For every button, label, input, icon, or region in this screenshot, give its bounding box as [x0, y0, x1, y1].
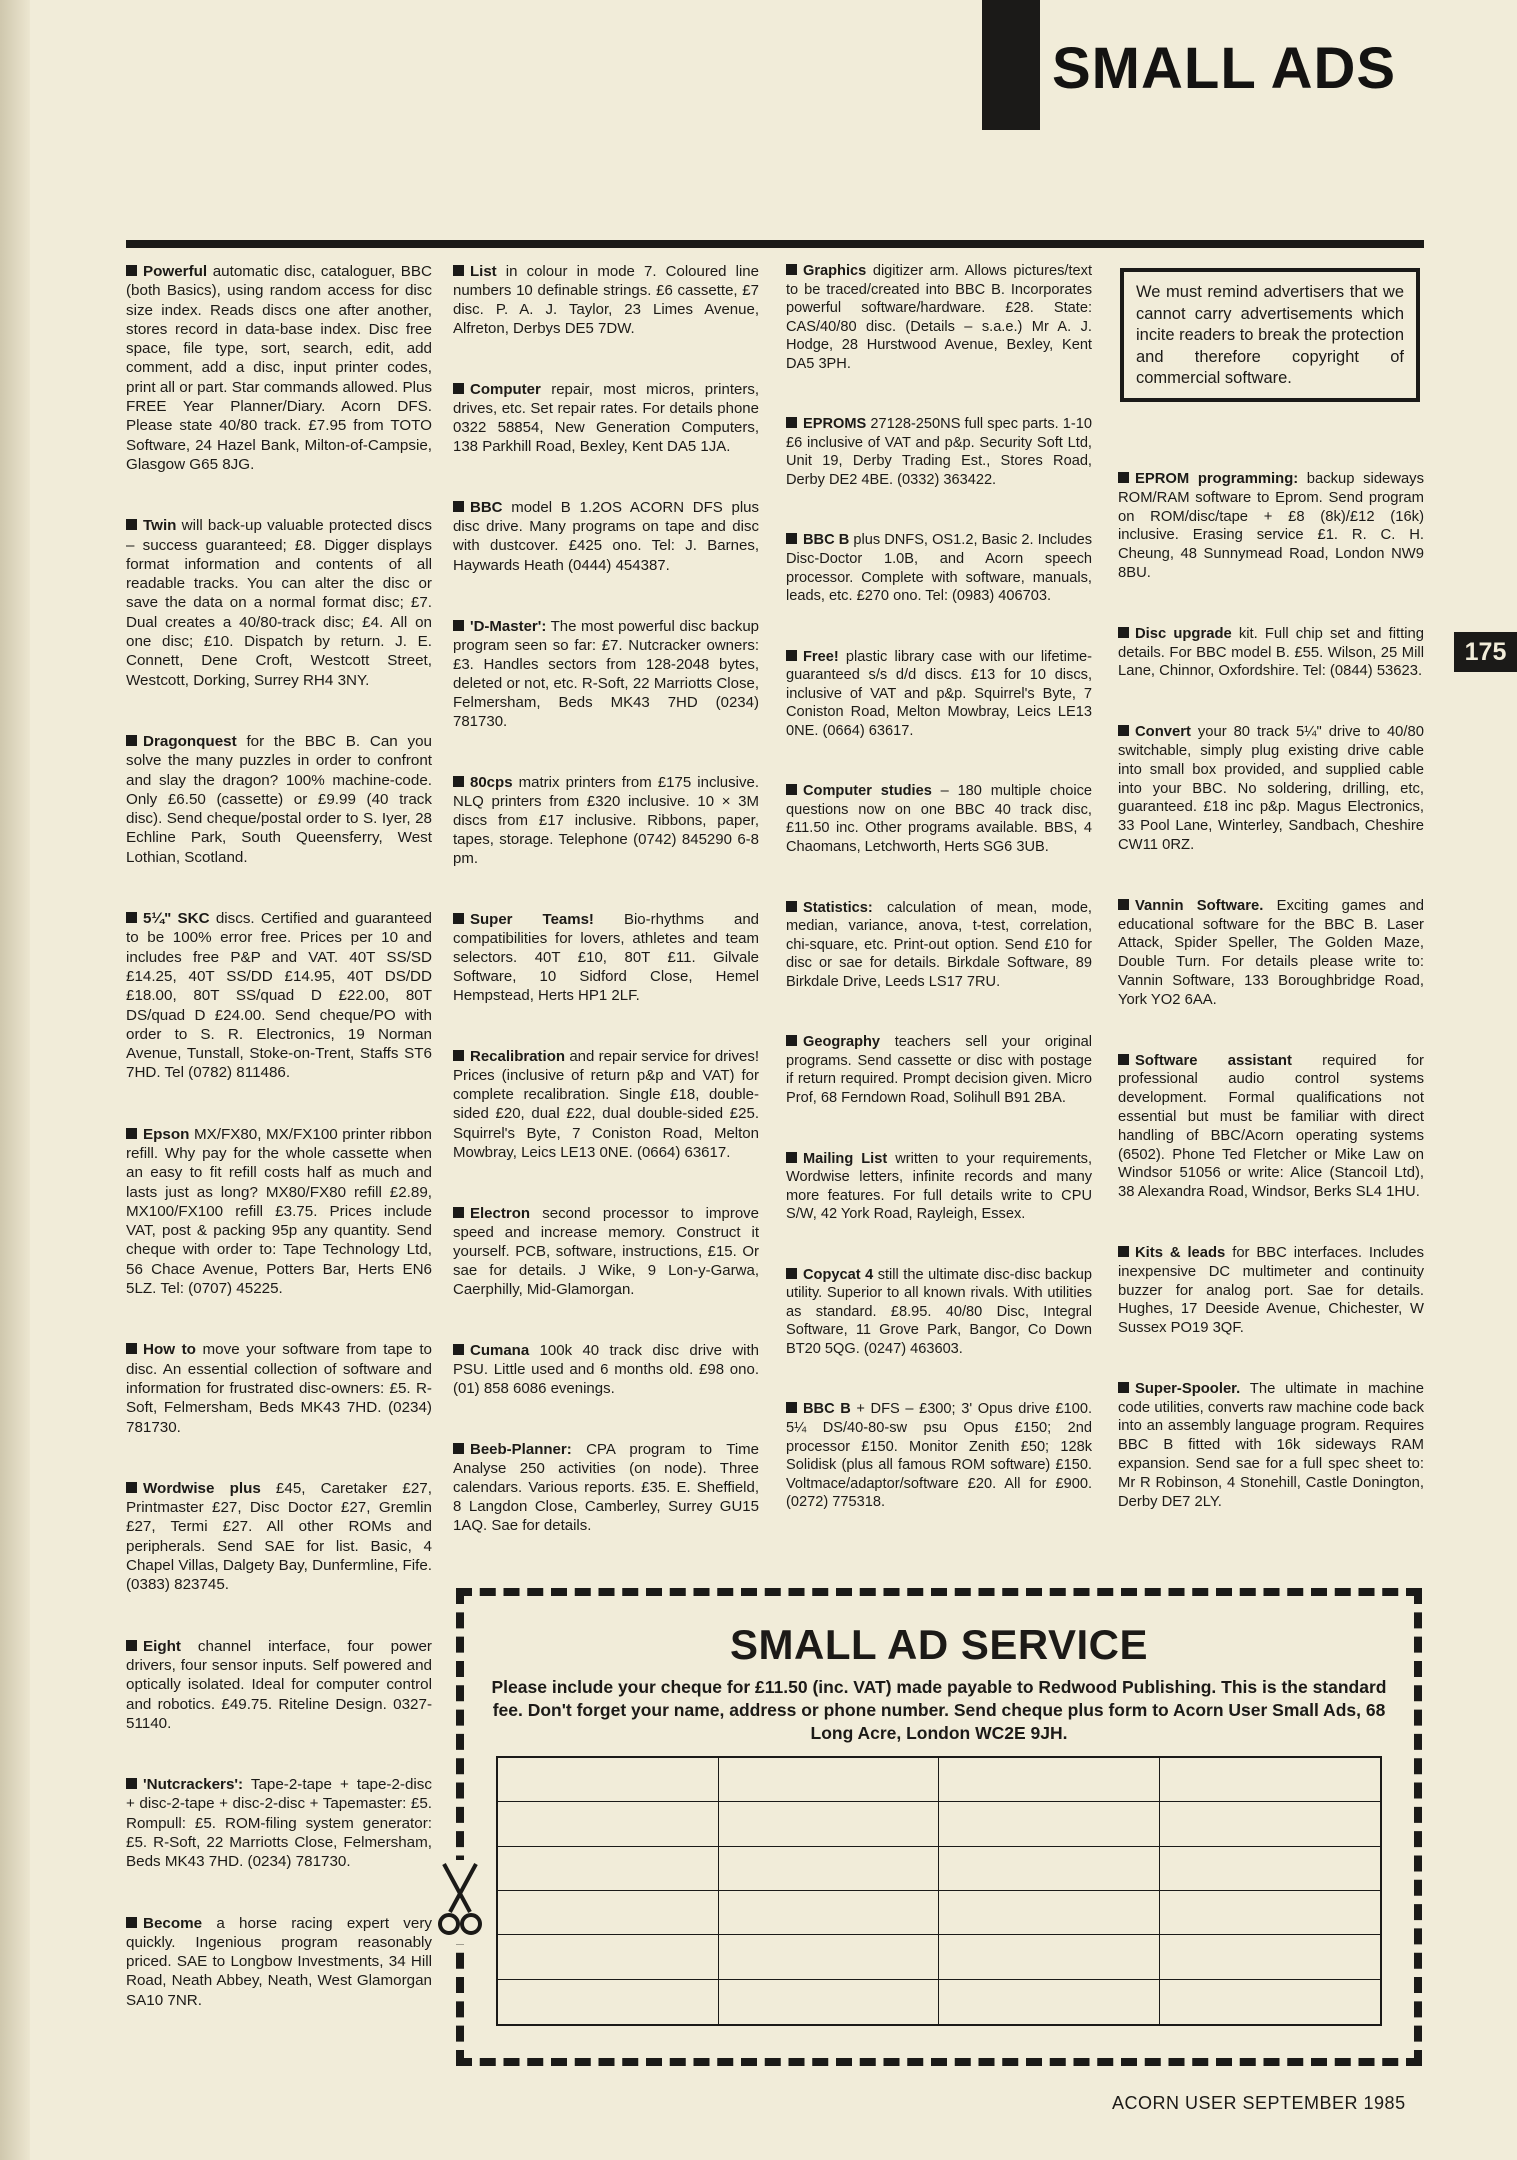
- ad-headline: 'D-Master':: [470, 617, 547, 635]
- bullet-square-icon: [786, 650, 797, 661]
- classified-ad: [786, 1266, 1092, 1359]
- bullet-square-icon: [453, 1207, 464, 1218]
- classified-ad: [1118, 897, 1424, 1010]
- classified-ad: [786, 1033, 1092, 1107]
- bullet-square-icon: [126, 1482, 137, 1493]
- bullet-square-icon: [786, 264, 797, 275]
- ad-body: written to your requirements, Wordwise letters, infinite records and many more features. For full details write to CPU S/W, 42 York Road, Rayleigh, Essex.: [786, 1150, 1093, 1223]
- bullet-square-icon: [786, 1152, 797, 1163]
- classified-ad: [786, 899, 1092, 992]
- ad-body: The most powerful disc backup program seen so far: £7. Nutcracker owners: £3. Handles sectors from 128-2048 bytes, deleted or not, etc. R-Soft, 22 Marriotts Close, Felmersham, Beds MK43 7HD (0234) 781730.: [453, 617, 760, 730]
- ad-body: move your software from tape to disc. An essential collection of software and information for frustrated disc-owners: £5. R-Soft, Felmersham, Beds MK43 7HD. (0234) 781730.: [126, 1341, 432, 1436]
- bullet-square-icon: [786, 1035, 797, 1046]
- ad-headline: BBC B: [803, 1401, 851, 1418]
- bullet-square-icon: [1118, 1054, 1129, 1065]
- bullet-square-icon: [786, 901, 797, 912]
- bullet-square-icon: [1118, 1246, 1129, 1257]
- ad-headline: Electron: [470, 1204, 531, 1222]
- classified-ad: [126, 1125, 432, 1299]
- ad-body: matrix printers from £175 inclusive. NLQ printers from £320 inclusive. 10 × 3M discs from £17 inclusive. Ribbons, paper, tapes, storage. Telephone (0742) 845290 6-8 pm.: [453, 773, 759, 868]
- bullet-square-icon: [126, 519, 137, 530]
- classified-ad: [1118, 625, 1424, 681]
- ad-headline: Vannin Software.: [1135, 897, 1264, 914]
- ad-body: – 180 multiple choice questions now on one BBC 40 track disc, £11.50 inc. Other programs available. BBS, 4 Chaomans, Letchworth, Herts SG6 3UB.: [786, 783, 1093, 856]
- bullet-square-icon: [126, 265, 137, 276]
- ad-body: MX/FX80, MX/FX100 printer ribbon refill. Why pay for the whole cassette when an easy to fit refill costs half as much and lasts just as long? MX80/FX80 refill £2.89, MX100/FX100 refill £3.75. Prices include VAT, post & packing 95p any quantity. Send cheque with order to: Tape Technology Ltd, 56 Chace Avenue, Potters Bar, Herts EN6 5LZ. Tel: (0707) 45225.: [126, 1125, 432, 1298]
- bullet-square-icon: [126, 735, 137, 746]
- bullet-square-icon: [453, 913, 464, 924]
- bullet-square-icon: [453, 1344, 464, 1355]
- bullet-square-icon: [453, 501, 464, 512]
- ad-headline: BBC B: [803, 532, 850, 549]
- ad-headline: Mailing List: [803, 1150, 888, 1167]
- ad-headline: Geography: [803, 1034, 881, 1051]
- ad-headline: Super-Spooler.: [1135, 1380, 1241, 1397]
- ad-headline: Copycat 4: [803, 1266, 874, 1283]
- page-number-tab: 175: [1454, 632, 1517, 672]
- ad-body: for the BBC B. Can you solve the many puzzles in order to confront and slay the dragon? 100% machine-code. Only £6.50 (cassette) or £9.99 (40 track disc). Send cheque/postal order to S. Iyer, 28 Echline Park, South Queensferry, West Lothian, Scotland.: [126, 732, 432, 866]
- ad-body: calculation of mean, mode, median, variance, anova, t-test, correlation, chi-square, etc. Print-out option. Send £10 for disc or sae for details. Birkdale Software, 89 Birkdale Drive, Leeds LS17 7RU.: [786, 899, 1092, 990]
- ad-body: kit. Full chip set and fitting details. For BBC model B. £55. Wilson, 25 Mill Lane, Chinnor, Oxfordshire. Tel: (0844) 53623.: [1118, 625, 1424, 680]
- bullet-square-icon: [453, 620, 464, 631]
- bullet-square-icon: [126, 1128, 137, 1139]
- classified-ad: [453, 1047, 759, 1161]
- ad-body: teachers sell your original programs. Send cassette or disc with postage if return required. Prompt decision given. Micro Prof, 68 Ferndown Road, Solihull B91 2BA.: [786, 1034, 1092, 1106]
- ad-headline: Wordwise plus: [143, 1479, 261, 1497]
- ad-body: CPA program to Time Analyse 250 activities (on node). Three calendars. Various reports. £35. E. Sheffield, 8 Langdon Close, Camberley, Surrey GU15 1AQ. Sae for details.: [453, 1440, 759, 1535]
- ad-headline: Computer studies: [803, 783, 932, 800]
- classified-ad: [126, 1637, 432, 1733]
- ad-body: backup sideways ROM/RAM software to Eprom. Send program on ROM/disc/tape + £8 (8k)/£12 (16k) inclusive. Erasing service £1. R. C. H. Cheung, 48 Sunnymead Road, London NW9 8BU.: [1118, 471, 1424, 581]
- ad-headline: Become: [143, 1914, 203, 1932]
- bullet-square-icon: [126, 1778, 137, 1789]
- ad-body: in colour in mode 7. Coloured line numbers 10 definable strings. £6 cassette, £7 disc. P. A. J. Taylor, 23 Limes Avenue, Alfreton, Derbys DE5 7DW.: [453, 263, 759, 338]
- ads-column-2: [453, 262, 759, 1577]
- classified-ad: [1118, 1244, 1424, 1338]
- classified-ad: [453, 498, 759, 574]
- classified-ad: [1118, 1380, 1424, 1512]
- page-gutter: [0, 0, 30, 2160]
- ad-body: Bio-rhythms and compatibilities for lovers, athletes and team selectors. 40T £10, 80T £11. Gilvale Software, 10 Sidford Close, Hemel Hempstead, Herts HP1 2LF.: [453, 911, 760, 1005]
- classified-ad: [126, 909, 432, 1083]
- classified-ad: [786, 1400, 1092, 1511]
- ad-headline: Computer: [470, 381, 541, 399]
- ads-column-3: [786, 262, 1092, 1554]
- classified-ad: [786, 415, 1092, 489]
- classified-ad: [786, 531, 1092, 605]
- ad-body: discs. Certified and guaranteed to be 100% error free. Prices per 10 and includes free P&P and VAT. 40T SS/SD £14.25, 40T SS/DD £14.95, 40T DS/DD £18.00, 80T SS/quad D £22.00, 80T DS/quad D £24.00. Send cheque/PO with order to S. R. Electronics, 19 Norman Avenue, Tunstall, Stoke-on-Trent, Staffs ST6 7HD. Tel (0782) 811486.: [126, 910, 432, 1082]
- classified-ad: [453, 1341, 759, 1398]
- ad-body: your 80 track 5¼" drive to 40/80 switchable, simply plug existing drive cable into small box provided, and supplied cable into your BBC. No soldering, drilling, etc, guaranteed. £18 inc p&p. Magus Electronics, 33 Pool Lane, Winterley, Sandbach, Cheshire CW11 0RZ.: [1118, 724, 1424, 853]
- ad-headline: EPROM programming:: [1135, 471, 1299, 487]
- coupon-title: SMALL AD SERVICE: [730, 1621, 1148, 1668]
- ads-column-1: [126, 262, 432, 2052]
- ad-body: plastic library case with our lifetime-guaranteed s/s d/d discs. £13 for 10 discs, inclusive of VAT and p&p. Squirrel's Byte, 7 Coniston Road, Melton Mowbray, Leics LE13 0NE. (0664) 63617.: [786, 648, 1092, 739]
- ad-body: a horse racing expert very quickly. Ingenious program reasonably priced. SAE to Longbow Investments, 34 Hill Road, Neath Abbey, Neath, West Glamorgan SA10 7NR.: [126, 1914, 432, 2009]
- classified-ad: [786, 262, 1092, 373]
- ad-headline: BBC: [470, 499, 503, 517]
- ad-headline: Recalibration: [470, 1048, 566, 1066]
- ad-headline: Kits & leads: [1135, 1244, 1226, 1261]
- ad-body: The ultimate in machine code utilities, converts raw machine code back into an assembly language program. Requires BBC B fitted with 16k sideways RAM expansion. Send sae for a full spec sheet to: Mr R Robinson, 4 Stonehill, Castle Donington, Derby DE7 2LY.: [1118, 1380, 1424, 1510]
- classified-ad: [126, 1479, 432, 1595]
- ad-headline: Disc upgrade: [1135, 625, 1232, 642]
- ad-body: still the ultimate disc-disc backup utility. Superior to all known rivals. With utilities as standard. £8.95. 40/80 Disc, Integral Software, 11 Grove Park, Bangor, Co Down BT20 5QG. (0247) 463603.: [786, 1266, 1092, 1357]
- classified-ad: [786, 782, 1092, 856]
- ad-body: plus DNFS, OS1.2, Basic 2. Includes Disc-Doctor 1.0B, and Acorn speech processor. Complete with software, manuals, leads, etc. £270 ono. Tel: (0983) 406703.: [786, 532, 1092, 605]
- ad-body: will back-up valuable protected discs – success guaranteed; £8. Digger displays format information and contents of all readable tracks. You can alter the disc or save the data on a normal format disc; £7. Dual creates a 40/80-track disc; £4. All on one disc; £10. Dispatch by return. J. E. Connett, Dene Croft, Westcott Street, Westcott, Dorking, Surrey RH4 3NY.: [126, 517, 432, 689]
- classified-ad: [786, 1150, 1092, 1224]
- bullet-square-icon: [453, 776, 464, 787]
- ad-headline: EPROMS: [803, 416, 867, 433]
- ad-headline: Super Teams!: [470, 911, 594, 929]
- bullet-square-icon: [453, 383, 464, 394]
- ad-headline: Dragonquest: [143, 732, 237, 750]
- classified-ad: [453, 773, 759, 868]
- ad-headline: 80cps: [470, 773, 513, 791]
- classified-ad: [453, 617, 759, 731]
- page-footer: ACORN USER SEPTEMBER 1985: [1112, 2093, 1406, 2113]
- ad-headline: 5¼" SKC: [143, 910, 210, 928]
- bullet-square-icon: [1118, 472, 1129, 483]
- ad-body: digitizer arm. Allows pictures/text to be traced/created into BBC B. Incorporates powerful software/hardware. £28. State: CAS/40/80 disc. (Details – s.a.e.) Mr A. J. Hodge, 28 Hurstwood Avenue, Bexley, Kent DA5 3PH.: [786, 263, 1092, 372]
- bullet-square-icon: [453, 1443, 464, 1454]
- ad-body: Tape-2-tape + tape-2-disc + disc-2-tape + disc-2-disc + Tapemaster: £5. Rompull: £5. ROM-filing system generator: £5. R-Soft, 22 Marriotts Close, Felmersham, Beds MK43 7HD. (0234) 781730.: [126, 1776, 432, 1871]
- header-block: [982, 0, 1040, 130]
- bullet-square-icon: [1118, 1382, 1129, 1393]
- bullet-square-icon: [786, 784, 797, 795]
- ads-column-4: [1118, 470, 1424, 1553]
- ad-headline: How to: [143, 1341, 196, 1359]
- classified-ad: [126, 732, 432, 867]
- classified-ad: [1118, 723, 1424, 855]
- ad-body: channel interface, four power drivers, four sensor inputs. Self powered and optically isolated. Ideal for computer control and robotics. £49.75. Riteline Design. 0327-51140.: [126, 1637, 432, 1732]
- bullet-square-icon: [786, 1268, 797, 1279]
- ad-headline: Eight: [143, 1637, 181, 1655]
- ad-headline: Convert: [1135, 724, 1191, 741]
- ad-headline: 'Nutcrackers':: [143, 1776, 244, 1794]
- coupon-instructions: Please include your cheque for £11.50 (inc. VAT) made payable to Redwood Publishing. This is the standard fee. Don't forget your name, address or phone number. Send cheque plus form to Acorn User Small Ads, 68 Long Acre, London WC2E 9JH.: [491, 1677, 1387, 1743]
- classified-ad: [126, 1914, 432, 2010]
- bullet-square-icon: [1118, 899, 1129, 910]
- bullet-square-icon: [1118, 725, 1129, 736]
- ad-body: 27128-250NS full spec parts. 1-10 £6 inclusive of VAT and p&p. Security Soft Ltd, Unit 19, Derby Trading Est., Stores Road, Derby DE2 4BE. (0332) 363422.: [786, 416, 1092, 488]
- bullet-square-icon: [1118, 627, 1129, 638]
- ad-body: required for professional audio control systems development. Formal qualifications not essential but must be familiar with direct handling of BBC/Acorn operating systems (6502). Phone Ted Fletcher or Mike Law on Windsor 51056 or write: Alice (Stancoil Ltd), 38 Alexandra Road, Windsor, Berks SL4 1HU.: [1118, 1052, 1424, 1201]
- ad-body: for BBC interfaces. Includes inexpensive DC multimeter and continuity buzzer for analog port. Sae for details. Hughes, 17 Deeside Avenue, Chichester, W Sussex PO19 3QF.: [1118, 1244, 1424, 1337]
- classified-ad: [786, 648, 1092, 741]
- ad-headline: Beeb-Planner:: [470, 1440, 572, 1458]
- ad-headline: Epson: [143, 1125, 190, 1143]
- ad-headline: Cumana: [470, 1341, 530, 1359]
- ad-body: 100k 40 track disc drive with PSU. Little used and 6 months old. £98 ono. (01) 858 6086 evenings.: [453, 1341, 759, 1397]
- ad-body: and repair service for drives! Prices (inclusive of return p&p and VAT) for complete recalibration. Single £18, double-sided £20, dual £22, dual double-sided £25. Squirrel's Byte, 7 Coniston Road, Melton Mowbray, Leics LE13 0NE. (0664) 63617.: [453, 1048, 759, 1161]
- ad-headline: List: [470, 263, 497, 280]
- ad-body: second processor to improve speed and increase memory. Construct it yourself. PCB, software, instructions, £15. Or sae for details. J Wike, 9 Lon-y-Garwa, Caerphilly, Mid-Glamorgan.: [453, 1204, 760, 1298]
- ad-headline: Software assistant: [1135, 1052, 1292, 1069]
- classified-ad: [126, 262, 432, 474]
- ad-body: automatic disc, cataloguer, BBC (both Basics), using random access for disc size index. Reads discs one after another, stores record in data-base index. Disc free space, file type, sort, search, edit, add comment, add a disc, input printer codes, print all or part. Star commands allowed. Plus FREE Year Planner/Diary. Acorn DFS. Please state 40/80 track. £7.95 from TOTO Software, 24 Hazel Bank, Milton-of-Campsie, Glasgow G65 8JG.: [126, 263, 432, 473]
- small-ad-coupon: [456, 1588, 1422, 2066]
- bullet-square-icon: [786, 417, 797, 428]
- bullet-square-icon: [453, 1050, 464, 1061]
- ad-headline: Free!: [803, 648, 839, 665]
- bullet-square-icon: [126, 912, 137, 923]
- ad-body: + DFS – £300; 3' Opus drive £100. 5¼ DS/40-80-sw psu Opus £150; 2nd processor £150. Monitor Zenith £50; 128k Solidisk (plus all famous ROM software) £150. Voltmace/adaptor/software £20. All for £900. (0272) 775318.: [786, 1401, 1092, 1511]
- classified-ad: [126, 1775, 432, 1871]
- classified-ad: [453, 1204, 759, 1299]
- ad-headline: Statistics:: [803, 899, 873, 916]
- bullet-square-icon: [126, 1917, 137, 1928]
- ad-body: £45, Caretaker £27, Printmaster £27, Disc Doctor £27, Gremlin £27, Termi £27. All other ROMs and peripherals. Send SAE for list. Basic, 4 Chapel Villas, Dalgety Bay, Dunfermline, Fife. (0383) 823745.: [126, 1479, 432, 1594]
- classified-ad: [126, 516, 432, 690]
- advertiser-notice: We must remind advertisers that we cannot carry advertisements which incite readers to break the protection and therefore copyright of commercial software.: [1120, 268, 1420, 402]
- ad-headline: Twin: [143, 517, 177, 535]
- classified-ad: [453, 262, 759, 338]
- ad-headline: Graphics: [803, 263, 867, 279]
- page-title: SMALL ADS: [1052, 36, 1397, 101]
- header-rule: [126, 240, 1424, 248]
- classified-ad: [453, 910, 759, 1005]
- ad-entry-grid[interactable]: [496, 1756, 1382, 2026]
- bullet-square-icon: [453, 265, 464, 276]
- ad-body: repair, most micros, printers, drives, etc. Set repair rates. For details phone 0322 58854, New Generation Computers, 138 Parkhill Road, Bexley, Kent DA5 1JA.: [453, 381, 759, 456]
- classified-ad: [453, 380, 759, 456]
- ad-body: model B 1.2OS ACORN DFS plus disc drive. Many programs on tape and disc with dustcover. £425 ono. Tel: J. Barnes, Haywards Heath (0444) 454387.: [453, 499, 759, 574]
- bullet-square-icon: [786, 1402, 797, 1413]
- ad-body: Exciting games and educational software for the BBC B. Laser Attack, Spider Speller, The Golden Maze, Double Turn. For details please write to: Vannin Software, 133 Boroughbridge Road, York YO2 6AA.: [1118, 897, 1424, 1008]
- scissors-icon: [436, 1860, 484, 1944]
- classified-ad: [1118, 470, 1424, 583]
- classified-ad: [1118, 1052, 1424, 1202]
- bullet-square-icon: [786, 533, 797, 544]
- ad-headline: Powerful: [143, 263, 208, 280]
- bullet-square-icon: [126, 1343, 137, 1354]
- classified-ad: [453, 1440, 759, 1535]
- classified-ad: [126, 1340, 432, 1436]
- bullet-square-icon: [126, 1640, 137, 1651]
